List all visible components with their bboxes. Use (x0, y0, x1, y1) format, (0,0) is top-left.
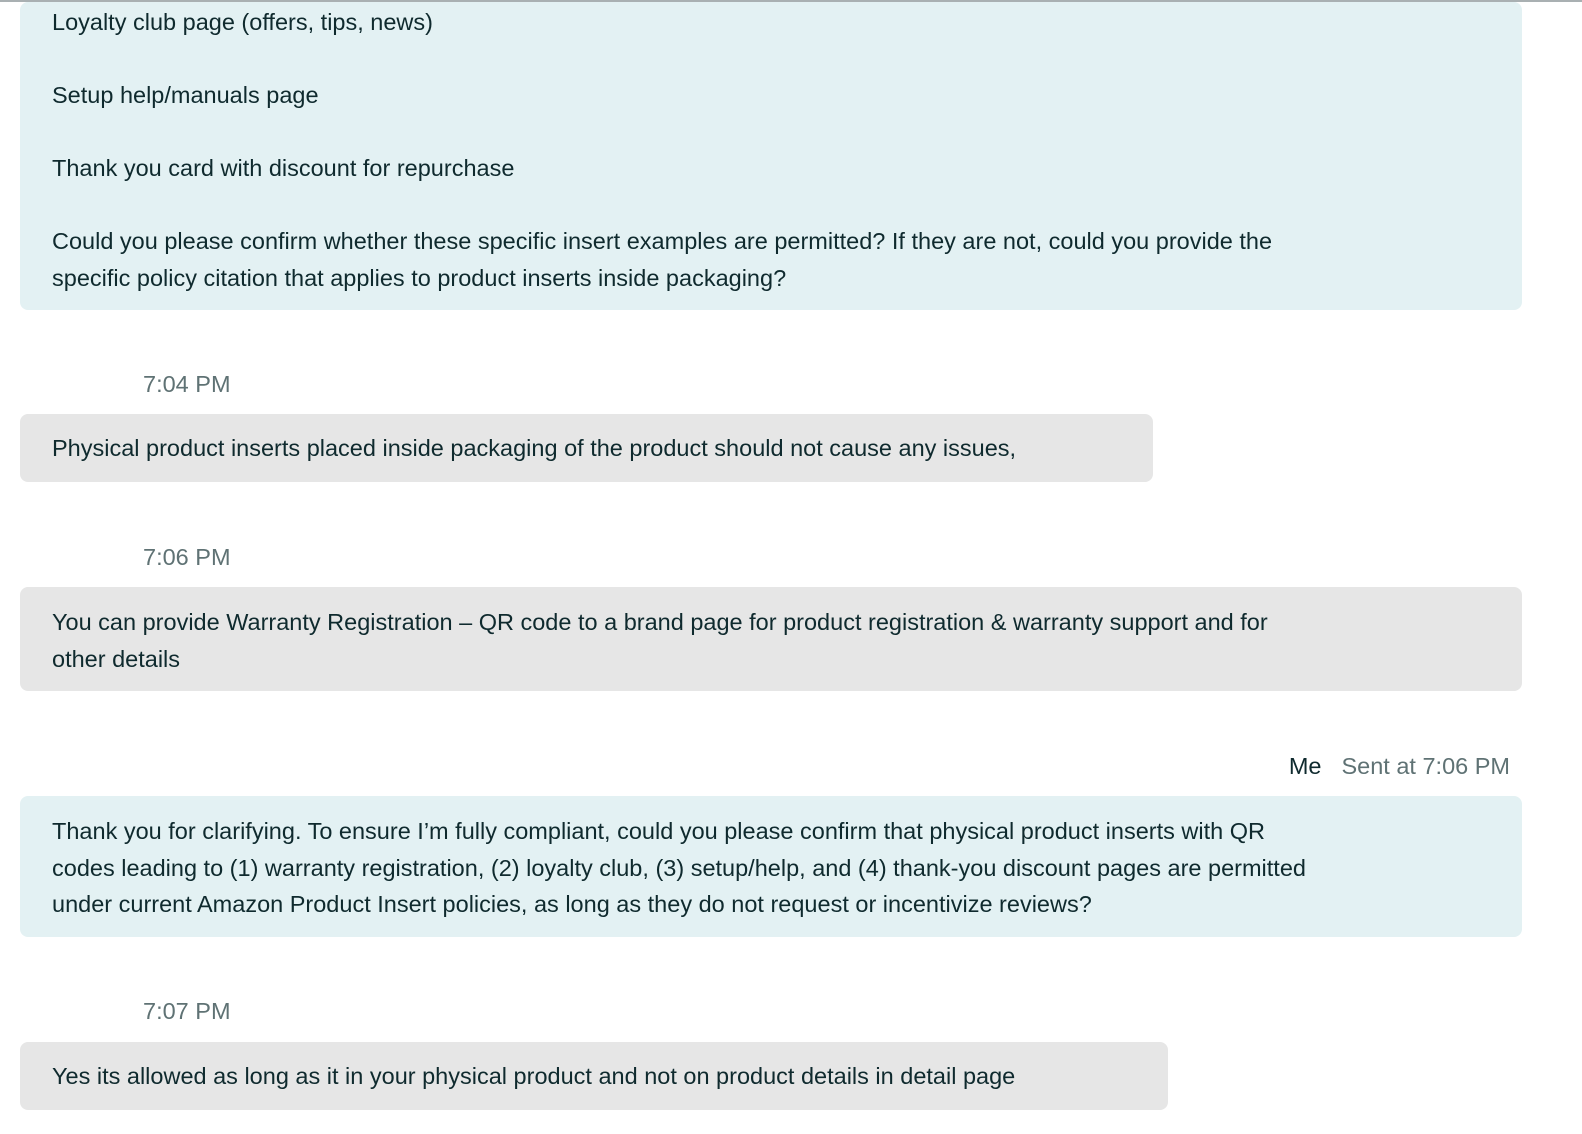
timestamp: Sent at 7:06 PM (1341, 753, 1510, 779)
message-line (52, 41, 1494, 78)
message-line: Thank you for clarifying. To ensure I’m fully compliant, could you please confirm that physical product inserts with QR (52, 818, 1265, 844)
message-line: Yes its allowed as long as it in your physical product and not on product details in detail page (52, 1063, 1016, 1089)
message-line: Setup help/manuals page (52, 82, 319, 108)
header-divider (0, 0, 1582, 2)
message-line: other details (52, 645, 181, 672)
message-line: specific policy citation that applies to product inserts inside packaging? (52, 264, 787, 291)
message-bubble-received (20, 587, 1522, 691)
message-bubble-sent (20, 796, 1522, 937)
message-line (52, 187, 1494, 224)
sender-label: Me (1288, 753, 1322, 779)
message-line: codes leading to (1) warranty registration, (2) loyalty club, (3) setup/help, and (4) thank-you discount pages are permitted (52, 854, 1306, 881)
message-line: Thank you card with discount for repurchase (52, 155, 515, 181)
timestamp: 7:07 PM (143, 998, 231, 1024)
timestamp: 7:06 PM (143, 544, 231, 570)
message-line: You can provide Warranty Registration – QR code to a brand page for product registration & warranty support and for (52, 609, 1268, 635)
message-line: under current Amazon Product Insert policies, as long as they do not request or incentivize reviews? (52, 891, 1092, 917)
message-line: Physical product inserts placed inside packaging of the product should not cause any issues, (52, 435, 1017, 461)
message-bubble-sent (20, 2, 1522, 310)
message-line: Could you please confirm whether these specific insert examples are permitted? If they are not, could you provide the (52, 228, 1273, 254)
sent-meta (1289, 751, 1510, 781)
message-bubble-received (20, 1042, 1168, 1110)
timestamp: 7:04 PM (143, 371, 231, 397)
message-bubble-received (20, 414, 1153, 482)
message-line: Loyalty club page (offers, tips, news) (52, 9, 433, 35)
message-line (52, 114, 1494, 151)
